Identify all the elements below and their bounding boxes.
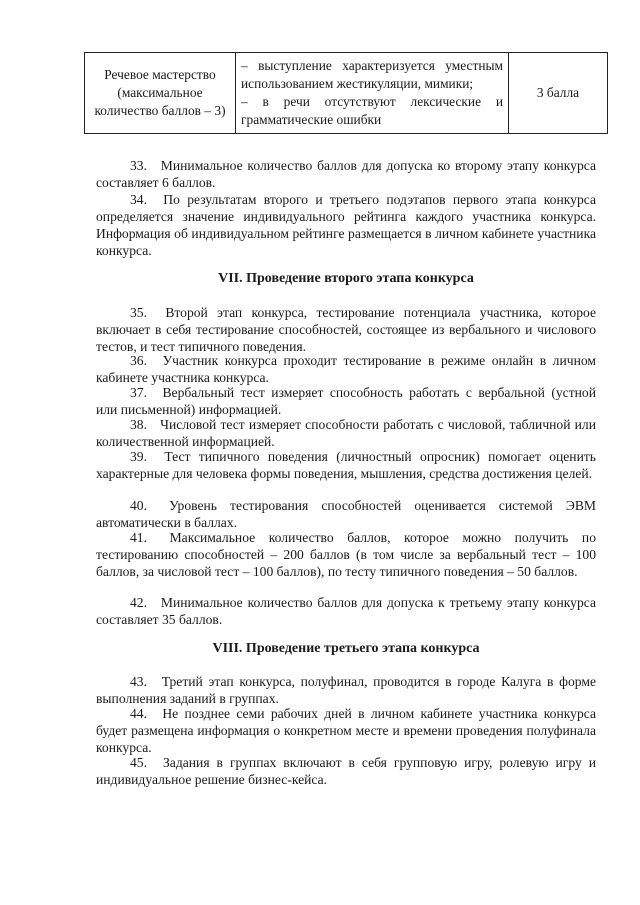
criterion-line: Речевое мастерство bbox=[104, 67, 216, 82]
paragraph-text: Задания в группах включают в себя групповую игру, ролевую игру и индивидуальное решение бизнес-кейса. bbox=[96, 755, 596, 787]
criterion-line: (максимальное bbox=[117, 85, 203, 100]
description-line: – в речи отсутствуют лексические и грамматические ошибки bbox=[241, 94, 503, 127]
paragraph-40 bbox=[96, 497, 596, 531]
score-cell: 3 балла bbox=[509, 53, 608, 134]
paragraph-number: 43. bbox=[130, 674, 147, 689]
paragraph-text: Тест типичного поведения (личностный опросник) помогает оценить характерные для человека формы поведения, мышления, средства достижения целей. bbox=[96, 449, 596, 481]
criterion-line: количество баллов – 3) bbox=[94, 103, 226, 118]
paragraph-45 bbox=[96, 754, 596, 788]
paragraph-text: Уровень тестирования способностей оценивается системой ЭВМ автоматически в баллах. bbox=[96, 498, 596, 530]
paragraph-text: Минимальное количество баллов для допуска к третьему этапу конкурса составляет 35 баллов. bbox=[96, 595, 596, 627]
paragraph-39 bbox=[96, 448, 596, 482]
criterion-cell bbox=[85, 53, 236, 134]
paragraph-number: 37. bbox=[130, 385, 147, 400]
paragraph-number: 38. bbox=[130, 417, 147, 432]
section-heading-viii: VIII. Проведение третьего этапа конкурса bbox=[212, 641, 480, 656]
paragraph-text: Вербальный тест измеряет способность работать с вербальной (устной или письменной) информацией. bbox=[96, 385, 596, 417]
paragraph-text: По результатам второго и третьего подэтапов первого этапа конкурса определяется значение индивидуального рейтинга каждого участника конкурса. Информация об индивидуальном рейтинге размещается в личном кабинете участника конкурса. bbox=[96, 192, 596, 258]
paragraph-number: 41. bbox=[130, 530, 147, 545]
paragraph-text: Максимальное количество баллов, которое можно получить по тестированию способностей – 200 баллов (в том числе за вербальный тест – 100 баллов, за числовой тест – 100 баллов), по тесту типичного поведения – 50 баллов. bbox=[96, 530, 596, 579]
paragraph-number: 35. bbox=[130, 305, 147, 320]
paragraph-text: Третий этап конкурса, полуфинал, проводится в городе Калуга в форме выполнения заданий в группах. bbox=[96, 674, 596, 706]
paragraph-37 bbox=[96, 384, 596, 418]
description-cell bbox=[236, 53, 509, 134]
paragraph-number: 40. bbox=[130, 498, 147, 513]
paragraph-34 bbox=[96, 191, 596, 259]
paragraph-42 bbox=[96, 594, 596, 628]
paragraph-41 bbox=[96, 529, 596, 580]
paragraph-35 bbox=[96, 304, 596, 355]
paragraph-number: 34. bbox=[130, 192, 147, 207]
section-heading-vii: VII. Проведение второго этапа конкурса bbox=[218, 271, 474, 286]
table-row bbox=[85, 53, 608, 134]
paragraph-43 bbox=[96, 673, 596, 707]
paragraph-38 bbox=[96, 416, 596, 450]
paragraph-text: Числовой тест измеряет способности работать с числовой, табличной или количественной информацией. bbox=[96, 417, 596, 449]
paragraph-number: 33. bbox=[130, 158, 147, 173]
criteria-table bbox=[84, 52, 608, 134]
paragraph-text: Минимальное количество баллов для допуска ко второму этапу конкурса составляет 6 баллов. bbox=[96, 158, 597, 190]
paragraph-number: 45. bbox=[130, 755, 147, 770]
paragraph-number: 44. bbox=[130, 706, 147, 721]
paragraph-number: 39. bbox=[130, 449, 147, 464]
description-line: – выступление характеризуется уместным использованием жестикуляции, мимики; bbox=[241, 58, 503, 91]
paragraph-text: Второй этап конкурса, тестирование потенциала участника, которое включает в себя тестирование способностей, состоящее из вербального и числового тестов, и тест типичного поведения. bbox=[96, 305, 596, 354]
paragraph-number: 42. bbox=[130, 595, 147, 610]
paragraph-text: Не позднее семи рабочих дней в личном кабинете участника конкурса будет размещена информация о конкретном месте и времени проведения полуфинала конкурса. bbox=[96, 706, 596, 755]
paragraph-text: Участник конкурса проходит тестирование в режиме онлайн в личном кабинете участника конкурса. bbox=[96, 353, 596, 385]
paragraph-33 bbox=[96, 157, 596, 191]
paragraph-44 bbox=[96, 705, 596, 756]
paragraph-number: 36. bbox=[130, 353, 147, 368]
paragraph-36 bbox=[96, 352, 596, 386]
